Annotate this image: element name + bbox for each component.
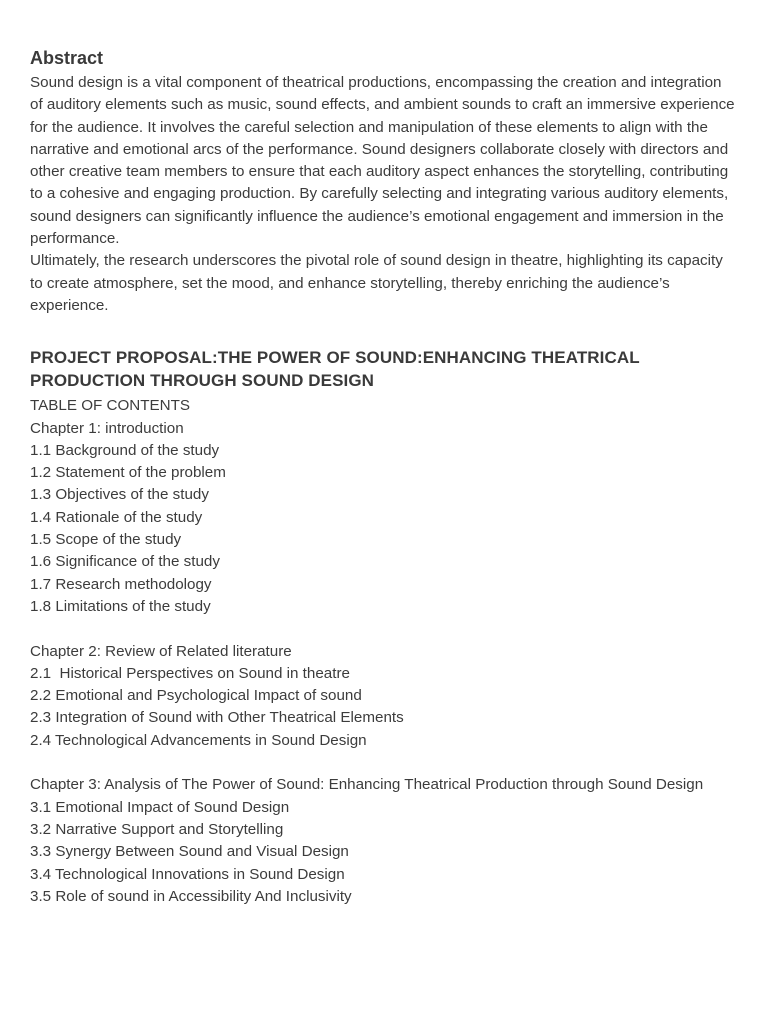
toc-item: 2.2 Emotional and Psychological Impact of sound (30, 687, 362, 705)
toc-item: 1.1 Background of the study (30, 441, 220, 459)
toc-item: 1.3 Objectives of the study (30, 486, 209, 504)
chapter-title: Chapter 1: introduction (30, 419, 184, 437)
spacer (30, 752, 738, 774)
toc-item: 2.4 Technological Advancements in Sound Design (30, 731, 367, 749)
spacer (30, 618, 738, 640)
abstract-heading: Abstract (30, 48, 104, 68)
chapter-2-block (30, 641, 738, 752)
abstract-paragraph: Ultimately, the research underscores the pivotal role of sound design in theatre, highlighting its capacity to create atmosphere, set the mood, and enhance storytelling, thereby enriching the audience’s experience. (30, 252, 723, 314)
toc-item: 3.1 Emotional Impact of Sound Design (30, 798, 290, 816)
toc-heading: TABLE OF CONTENTS (30, 397, 191, 415)
toc-item: 3.4 Technological Innovations in Sound Design (30, 865, 345, 883)
chapter-3-block (30, 774, 738, 908)
abstract-paragraph: Sound design is a vital component of theatrical productions, encompassing the creation and integration of auditory elements such as music, sound effects, and ambient sounds to craft an immersive experience for the audience. It involves the careful selection and manipulation of these elements to align with the narrative and emotional arcs of the performance. Sound designers collaborate closely with directors and other creative team members to ensure that each auditory aspect enhances the storytelling, contributing to a cohesive and engaging production. By carefully selecting and integrating various auditory elements, sound designers can significantly influence the audience’s emotional engagement and immersion in the performance. (30, 74, 735, 248)
chapter-title: Chapter 3: Analysis of The Power of Sound: Enhancing Theatrical Production through Sound Design (30, 776, 704, 794)
toc-item: 1.5 Scope of the study (30, 531, 182, 549)
abstract-section (30, 47, 738, 317)
toc-item: 1.2 Statement of the problem (30, 464, 226, 482)
toc-item: 2.3 Integration of Sound with Other Theatrical Elements (30, 709, 404, 727)
toc-item: 3.3 Synergy Between Sound and Visual Design (30, 843, 349, 861)
toc-item: 1.7 Research methodology (30, 575, 212, 593)
toc-item: 3.2 Narrative Support and Storytelling (30, 820, 284, 838)
proposal-section (30, 346, 738, 908)
toc-item: 1.4 Rationale of the study (30, 508, 203, 526)
toc-item: 2.1 Historical Perspectives on Sound in theatre (30, 664, 350, 682)
chapter-title: Chapter 2: Review of Related literature (30, 642, 292, 660)
toc-item: 1.8 Limitations of the study (30, 597, 211, 615)
toc-item: 3.5 Role of sound in Accessibility And Inclusivity (30, 887, 352, 905)
chapter-1-block (30, 418, 738, 619)
project-title: PROJECT PROPOSAL:THE POWER OF SOUND:ENHANCING THEATRICAL PRODUCTION THROUGH SOUND DESIGN (30, 348, 640, 391)
toc-item: 1.6 Significance of the study (30, 553, 220, 571)
